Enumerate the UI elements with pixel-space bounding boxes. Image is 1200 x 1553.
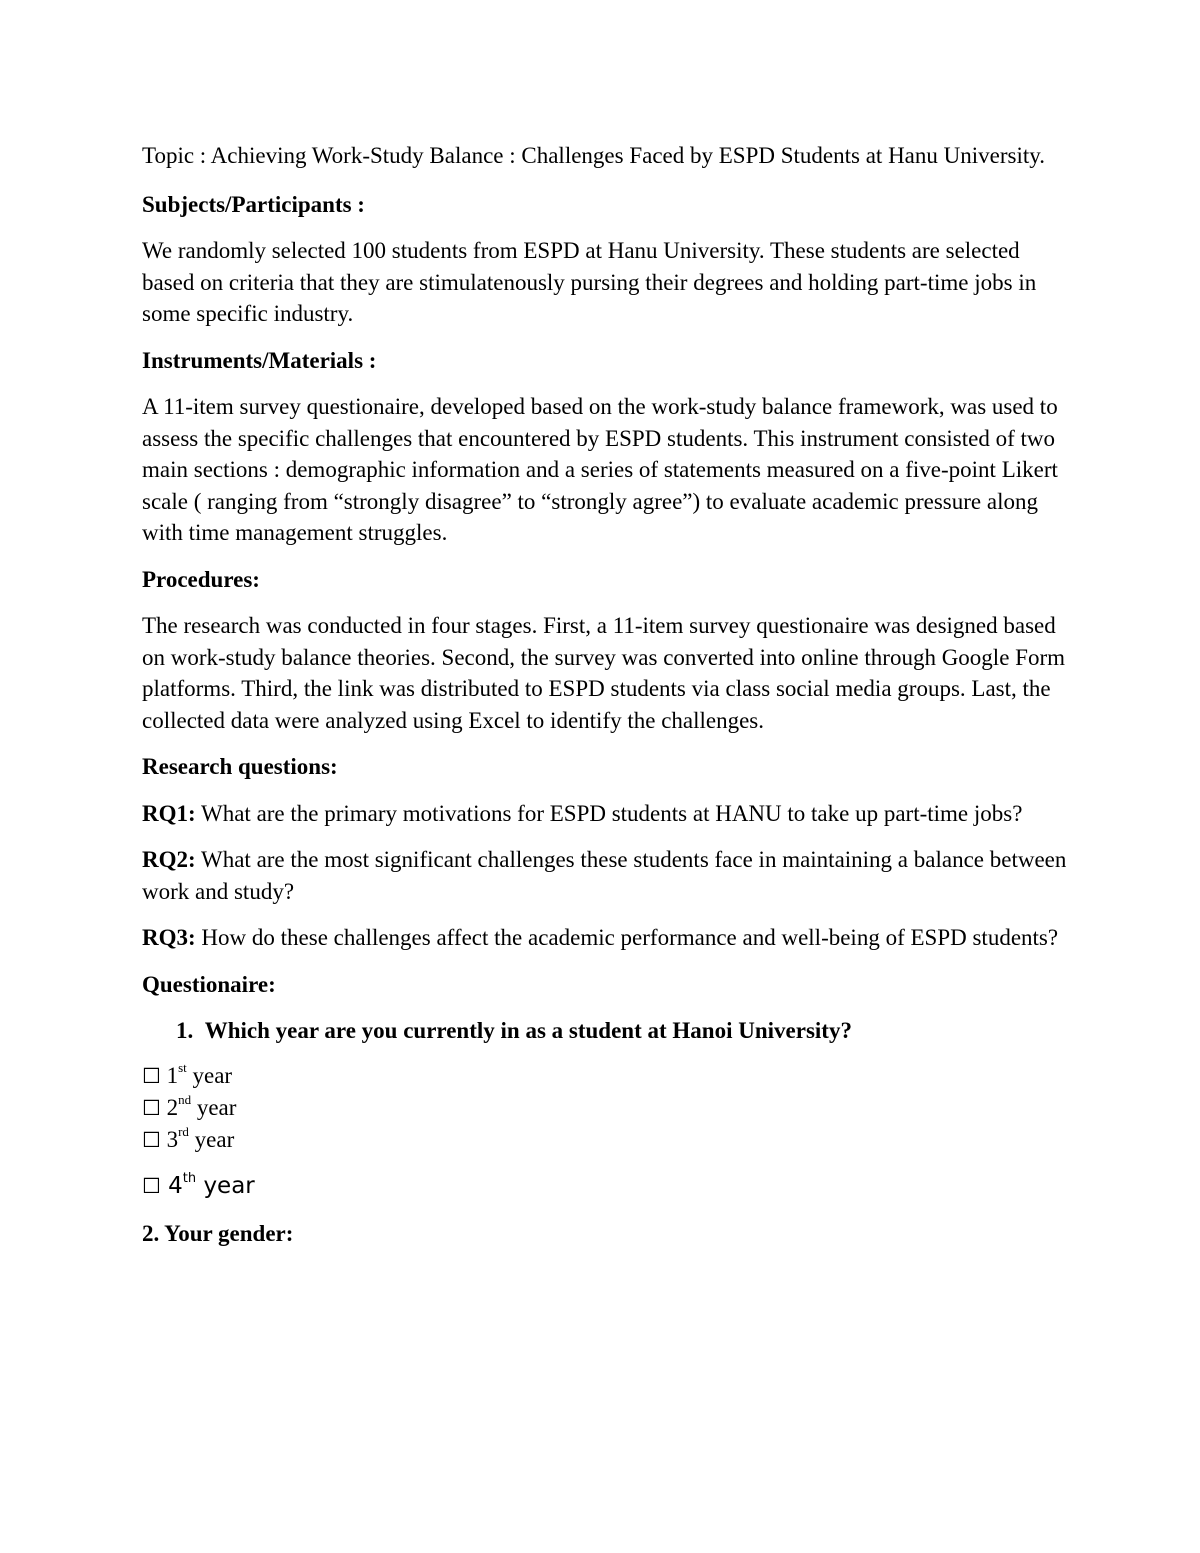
research-question-1: [142, 798, 1072, 830]
procedures-heading: Procedures:: [142, 566, 260, 592]
option-2nd-year[interactable]: ☐ 2nd year: [142, 1091, 237, 1120]
subjects-text: We randomly selected 100 students from ESPD at Hanu University. These students are selected based on criteria that they are stimulatenously pursing their degrees and holding part-time jobs in some specific industry.: [142, 238, 1037, 326]
option-3rd-year[interactable]: ☐ 3rd year: [142, 1123, 235, 1152]
research-questions-heading: Research questions:: [142, 754, 338, 779]
document-page: [142, 140, 1072, 1264]
topic-line: Topic : Achieving Work-Study Balance : Challenges Faced by ESPD Students at Hanu University.: [142, 143, 1045, 168]
rq-text: What are the primary motivations for ESPD students at HANU to take up part-time jobs?: [195, 800, 1023, 826]
procedures-text: The research was conducted in four stages. First, a 11-item survey questionaire was designed based on work-study balance theories. Second, the survey was converted into online through Google Form platforms. Third, the link was distributed to ESPD students via class social media groups. Last, the collected data were analyzed using Excel to identify the challenges.: [142, 613, 1065, 733]
research-question-3: [142, 922, 1072, 954]
questionnaire-heading: Questionaire:: [142, 971, 276, 997]
checkbox-icon[interactable]: ☐: [142, 1173, 161, 1198]
rq-label: RQ2:: [142, 847, 196, 872]
rq-label: RQ3:: [142, 925, 196, 950]
rq-label: RQ1:: [142, 800, 196, 826]
question-number: 1.: [176, 1018, 194, 1043]
rq-text: What are the most significant challenges these students face in maintaining a balance between work and study?: [142, 847, 1067, 904]
option-4th-year[interactable]: ☐ 4th year: [142, 1170, 255, 1199]
checkbox-icon[interactable]: ☐: [142, 1063, 161, 1088]
question-text: Which year are you currently in as a student at Hanoi University?: [204, 1018, 852, 1043]
checkbox-icon[interactable]: ☐: [142, 1127, 161, 1152]
question-2: 2. Your gender:: [142, 1220, 294, 1246]
instruments-heading: Instruments/Materials :: [142, 347, 377, 373]
research-question-2: [142, 844, 1072, 907]
checkbox-icon[interactable]: ☐: [142, 1095, 161, 1120]
rq-text: How do these challenges affect the academic performance and well-being of ESPD students?: [195, 925, 1059, 950]
question-1-options: [142, 1060, 1072, 1202]
question-1: [176, 1015, 1072, 1047]
subjects-heading: Subjects/Participants :: [142, 191, 365, 217]
instruments-text: A 11-item survey questionaire, developed based on the work-study balance framework, was used to assess the specific challenges that encountered by ESPD students. This instrument consisted of two main sections : demographic information and a series of statements measured on a five-point Likert scale ( ranging from “strongly disagree” to “strongly agree”) to evaluate academic pressure along with time management struggles.: [142, 394, 1058, 545]
option-1st-year[interactable]: ☐ 1st year: [142, 1059, 233, 1088]
